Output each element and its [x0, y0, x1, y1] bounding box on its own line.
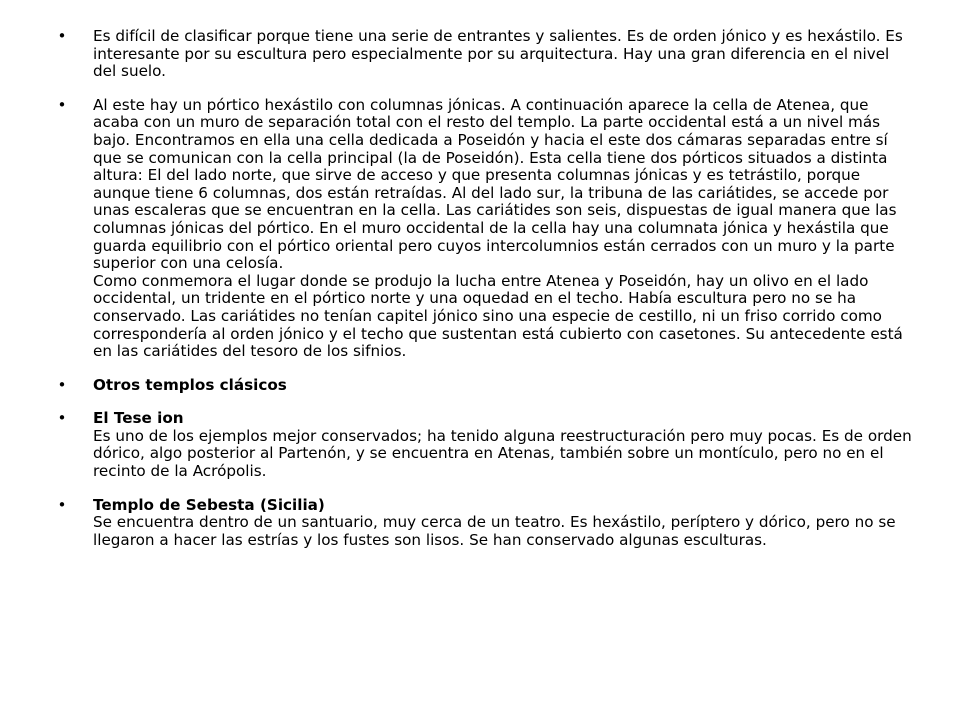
item-heading: Templo de Sebesta (Sicilia) — [93, 495, 325, 514]
bullet-icon: • — [57, 495, 67, 514]
bullet-text: Es difícil de clasificar porque tiene una serie de entrantes y salientes. Es de orden jónico y es hexástilo. Es interesante por su escultura pero especialmente por su arquitectura. Hay una gran diferencia en el nivel del suelo. — [93, 27, 903, 81]
section-heading: Otros templos clásicos — [93, 375, 287, 394]
bullet-text-continuation: Como conmemora el lugar donde se produjo la lucha entre Atenea y Poseidón, hay un olivo en el lado occidental, un tridente en el pórtico norte y una oquedad en el techo. Había escultura pero no se ha conservado. Las cariátides no tenían capitel jónico sino una especie de cestillo, ni un friso corrido como correspondería al orden jónico y el techo que sustentan está cubierto con casetones. Su antecedente está en las cariátides del tesoro de los sifnios. — [93, 271, 903, 361]
bullet-text: Al este hay un pórtico hexástilo con columnas jónicas. A continuación aparece la cella de Atenea, que acaba con un muro de separación total con el resto del templo. La parte occidental está a un nivel más bajo. Encontramos en ella una cella dedicada a Poseidón y hacia el este dos cámaras separadas entre sí que se comunican con la cella principal (la de Poseidón). Esta cella tiene dos pórticos situados a distinta altura: El del lado norte, que sirve de acceso y que presenta columnas jónicas y es tetrástilo, porque aunque tiene 6 columnas, dos están retraídas. Al del lado sur, la tribuna de las cariátides, se accede por unas escaleras que se encuentran en la cella. Las cariátides son seis, dispuestas de igual manera que las columnas jónicas del pórtico. En el muro occidental de la cella hay una columnata jónica y hexástila que guarda equilibrio con el pórtico oriental pero cuyos intercolumnios están cerrados con un muro y la parte superior con una celosía. — [93, 95, 897, 273]
bullet-item-otros-templos — [56, 377, 914, 395]
bullet-icon: • — [57, 375, 67, 394]
bullet-icon: • — [57, 95, 67, 114]
bullet-item-clasificacion — [56, 28, 914, 81]
bullet-list — [56, 28, 914, 549]
bullet-icon: • — [57, 27, 67, 45]
bullet-text: Es uno de los ejemplos mejor conservados; ha tenido alguna reestructuración pero muy pocas. Es de orden dórico, algo posterior al Partenón, y se encuentra en Atenas, también sobre un montículo, pero no en el recinto de la Acrópolis. — [93, 426, 912, 481]
bullet-item-portico — [56, 97, 914, 361]
item-heading: El Tese ion — [93, 409, 184, 428]
bullet-item-sebesta — [56, 497, 914, 550]
bullet-text: Se encuentra dentro de un santuario, muy cerca de un teatro. Es hexástilo, períptero y dórico, pero no se llegaron a hacer las estrías y los fustes son lisos. Se han conservado algunas esculturas. — [93, 513, 896, 549]
bullet-item-teseion — [56, 410, 914, 480]
bullet-icon: • — [57, 409, 67, 428]
